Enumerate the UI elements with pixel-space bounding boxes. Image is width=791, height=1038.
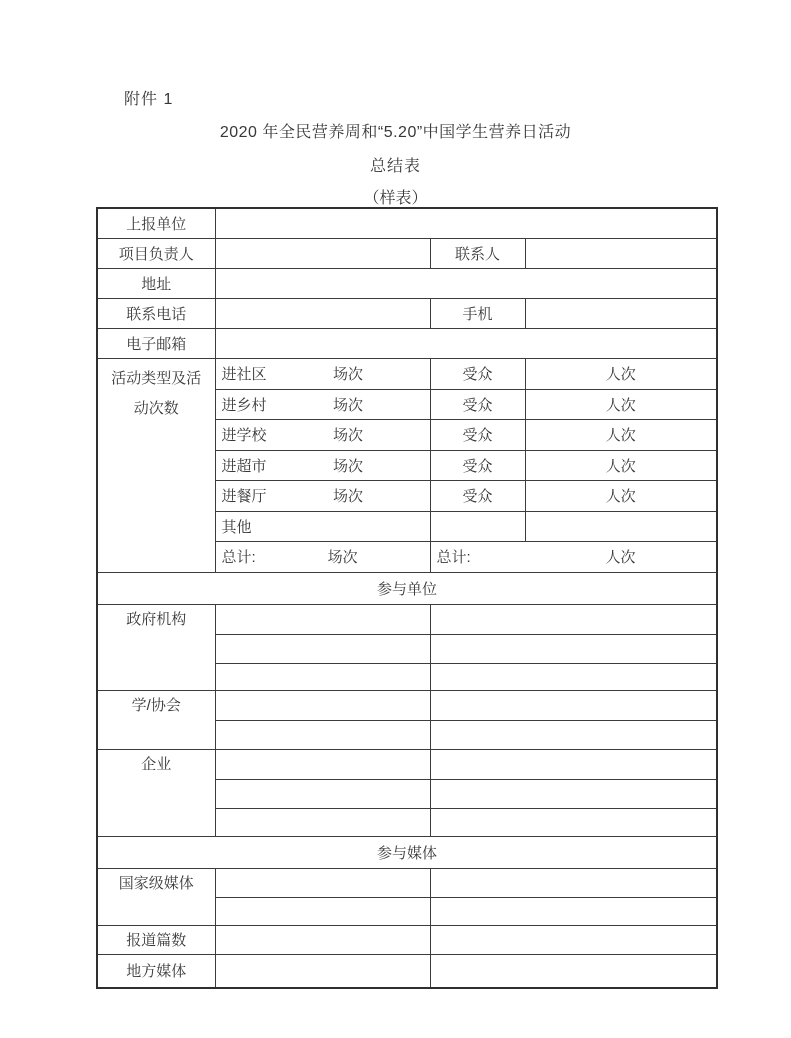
national-media-label: 国家级媒体 xyxy=(97,868,215,925)
people-label: 人次 xyxy=(525,389,717,419)
activity-name: 进乡村 xyxy=(221,396,267,414)
enterprise-cell xyxy=(215,808,430,836)
document-title: 2020 年全民营养周和“5.20”中国学生营养日活动 xyxy=(219,124,572,141)
activity-name: 进学校 xyxy=(221,427,267,444)
local-media-cell xyxy=(430,954,717,988)
national-media-cell xyxy=(430,868,717,897)
document-subtitle: 总结表 xyxy=(369,158,421,175)
local-media-cell xyxy=(215,954,430,988)
association-cell xyxy=(430,720,717,749)
address-cell xyxy=(215,268,717,298)
sessions-label: 场次 xyxy=(333,366,364,383)
contact-person-cell xyxy=(525,238,717,268)
activity-name-sessions-cell xyxy=(215,450,430,480)
association-cell xyxy=(430,690,717,720)
mobile-label: 手机 xyxy=(430,298,525,328)
national-media-cell xyxy=(430,897,717,925)
enterprise-label: 企业 xyxy=(97,749,215,836)
summary-table xyxy=(96,207,718,989)
enterprise-cell xyxy=(430,779,717,808)
row-media-header xyxy=(97,836,717,868)
total-sessions-label: 场次 xyxy=(327,549,358,566)
report-count-cell xyxy=(430,925,717,954)
row-project-leader xyxy=(97,238,717,268)
government-cell xyxy=(215,634,430,663)
phone-label: 联系电话 xyxy=(97,298,215,328)
row-reporting-unit xyxy=(97,208,717,238)
units-section-header: 参与单位 xyxy=(97,572,717,604)
activity-section-label xyxy=(97,358,215,572)
activity-name-sessions-cell xyxy=(215,419,430,450)
audience-label: 受众 xyxy=(430,389,525,419)
phone-cell xyxy=(215,298,430,328)
activity-name-sessions-cell xyxy=(215,480,430,511)
activity-name-sessions-cell xyxy=(215,358,430,389)
other-activity-label: 其他 xyxy=(215,511,430,541)
local-media-label: 地方媒体 xyxy=(97,954,215,988)
sessions-label: 场次 xyxy=(333,488,364,505)
email-label: 电子邮箱 xyxy=(97,328,215,358)
project-leader-label: 项目负责人 xyxy=(97,238,215,268)
activity-name: 进餐厅 xyxy=(221,488,267,505)
row-email xyxy=(97,328,717,358)
attachment-label: 附件 1 xyxy=(124,91,174,108)
project-leader-cell xyxy=(215,238,430,268)
association-label: 学/协会 xyxy=(97,690,215,749)
enterprise-cell xyxy=(215,749,430,779)
government-cell xyxy=(215,604,430,634)
other-audience-cell xyxy=(430,511,525,541)
reporting-unit-cell xyxy=(215,208,717,238)
people-label: 人次 xyxy=(525,358,717,389)
mobile-cell xyxy=(525,298,717,328)
people-label: 人次 xyxy=(525,450,717,480)
row-local-media xyxy=(97,954,717,988)
row-address xyxy=(97,268,717,298)
reporting-unit-label: 上报单位 xyxy=(97,208,215,238)
total-label: 总计: xyxy=(221,549,256,566)
audience-label: 受众 xyxy=(430,419,525,450)
government-cell xyxy=(215,663,430,690)
row-units-header xyxy=(97,572,717,604)
government-cell xyxy=(430,604,717,634)
enterprise-cell xyxy=(430,808,717,836)
report-count-cell xyxy=(215,925,430,954)
total-people-unit-label: 人次 xyxy=(525,541,717,572)
enterprise-cell xyxy=(215,779,430,808)
government-label: 政府机构 xyxy=(97,604,215,690)
document-note: （样表） xyxy=(363,190,428,207)
sessions-label: 场次 xyxy=(333,427,364,444)
government-cell xyxy=(430,634,717,663)
row-report-count xyxy=(97,925,717,954)
national-media-cell xyxy=(215,897,430,925)
national-media-cell xyxy=(215,868,430,897)
row-government-1 xyxy=(97,604,717,634)
activity-section-label-text: 活动类型及活动次数 xyxy=(111,369,202,417)
association-cell xyxy=(215,690,430,720)
row-enterprise-1 xyxy=(97,749,717,779)
government-cell xyxy=(430,663,717,690)
association-cell xyxy=(215,720,430,749)
contact-person-label: 联系人 xyxy=(430,238,525,268)
address-label: 地址 xyxy=(97,268,215,298)
row-association-1 xyxy=(97,690,717,720)
audience-label: 受众 xyxy=(430,480,525,511)
activity-name-sessions-cell xyxy=(215,389,430,419)
audience-label: 受众 xyxy=(430,450,525,480)
media-section-header: 参与媒体 xyxy=(97,836,717,868)
row-activity-community xyxy=(97,358,717,389)
sessions-label: 场次 xyxy=(333,457,364,475)
sessions-label: 场次 xyxy=(333,396,364,414)
row-national-media-1 xyxy=(97,868,717,897)
report-count-label: 报道篇数 xyxy=(97,925,215,954)
activity-name: 进超市 xyxy=(221,457,267,475)
total-people-label: 总计: xyxy=(430,541,525,572)
activity-name: 进社区 xyxy=(221,366,267,383)
total-sessions-cell xyxy=(215,541,430,572)
enterprise-cell xyxy=(430,749,717,779)
other-people-cell xyxy=(525,511,717,541)
people-label: 人次 xyxy=(525,480,717,511)
audience-label: 受众 xyxy=(430,358,525,389)
email-cell xyxy=(215,328,717,358)
people-label: 人次 xyxy=(525,419,717,450)
row-phone xyxy=(97,298,717,328)
